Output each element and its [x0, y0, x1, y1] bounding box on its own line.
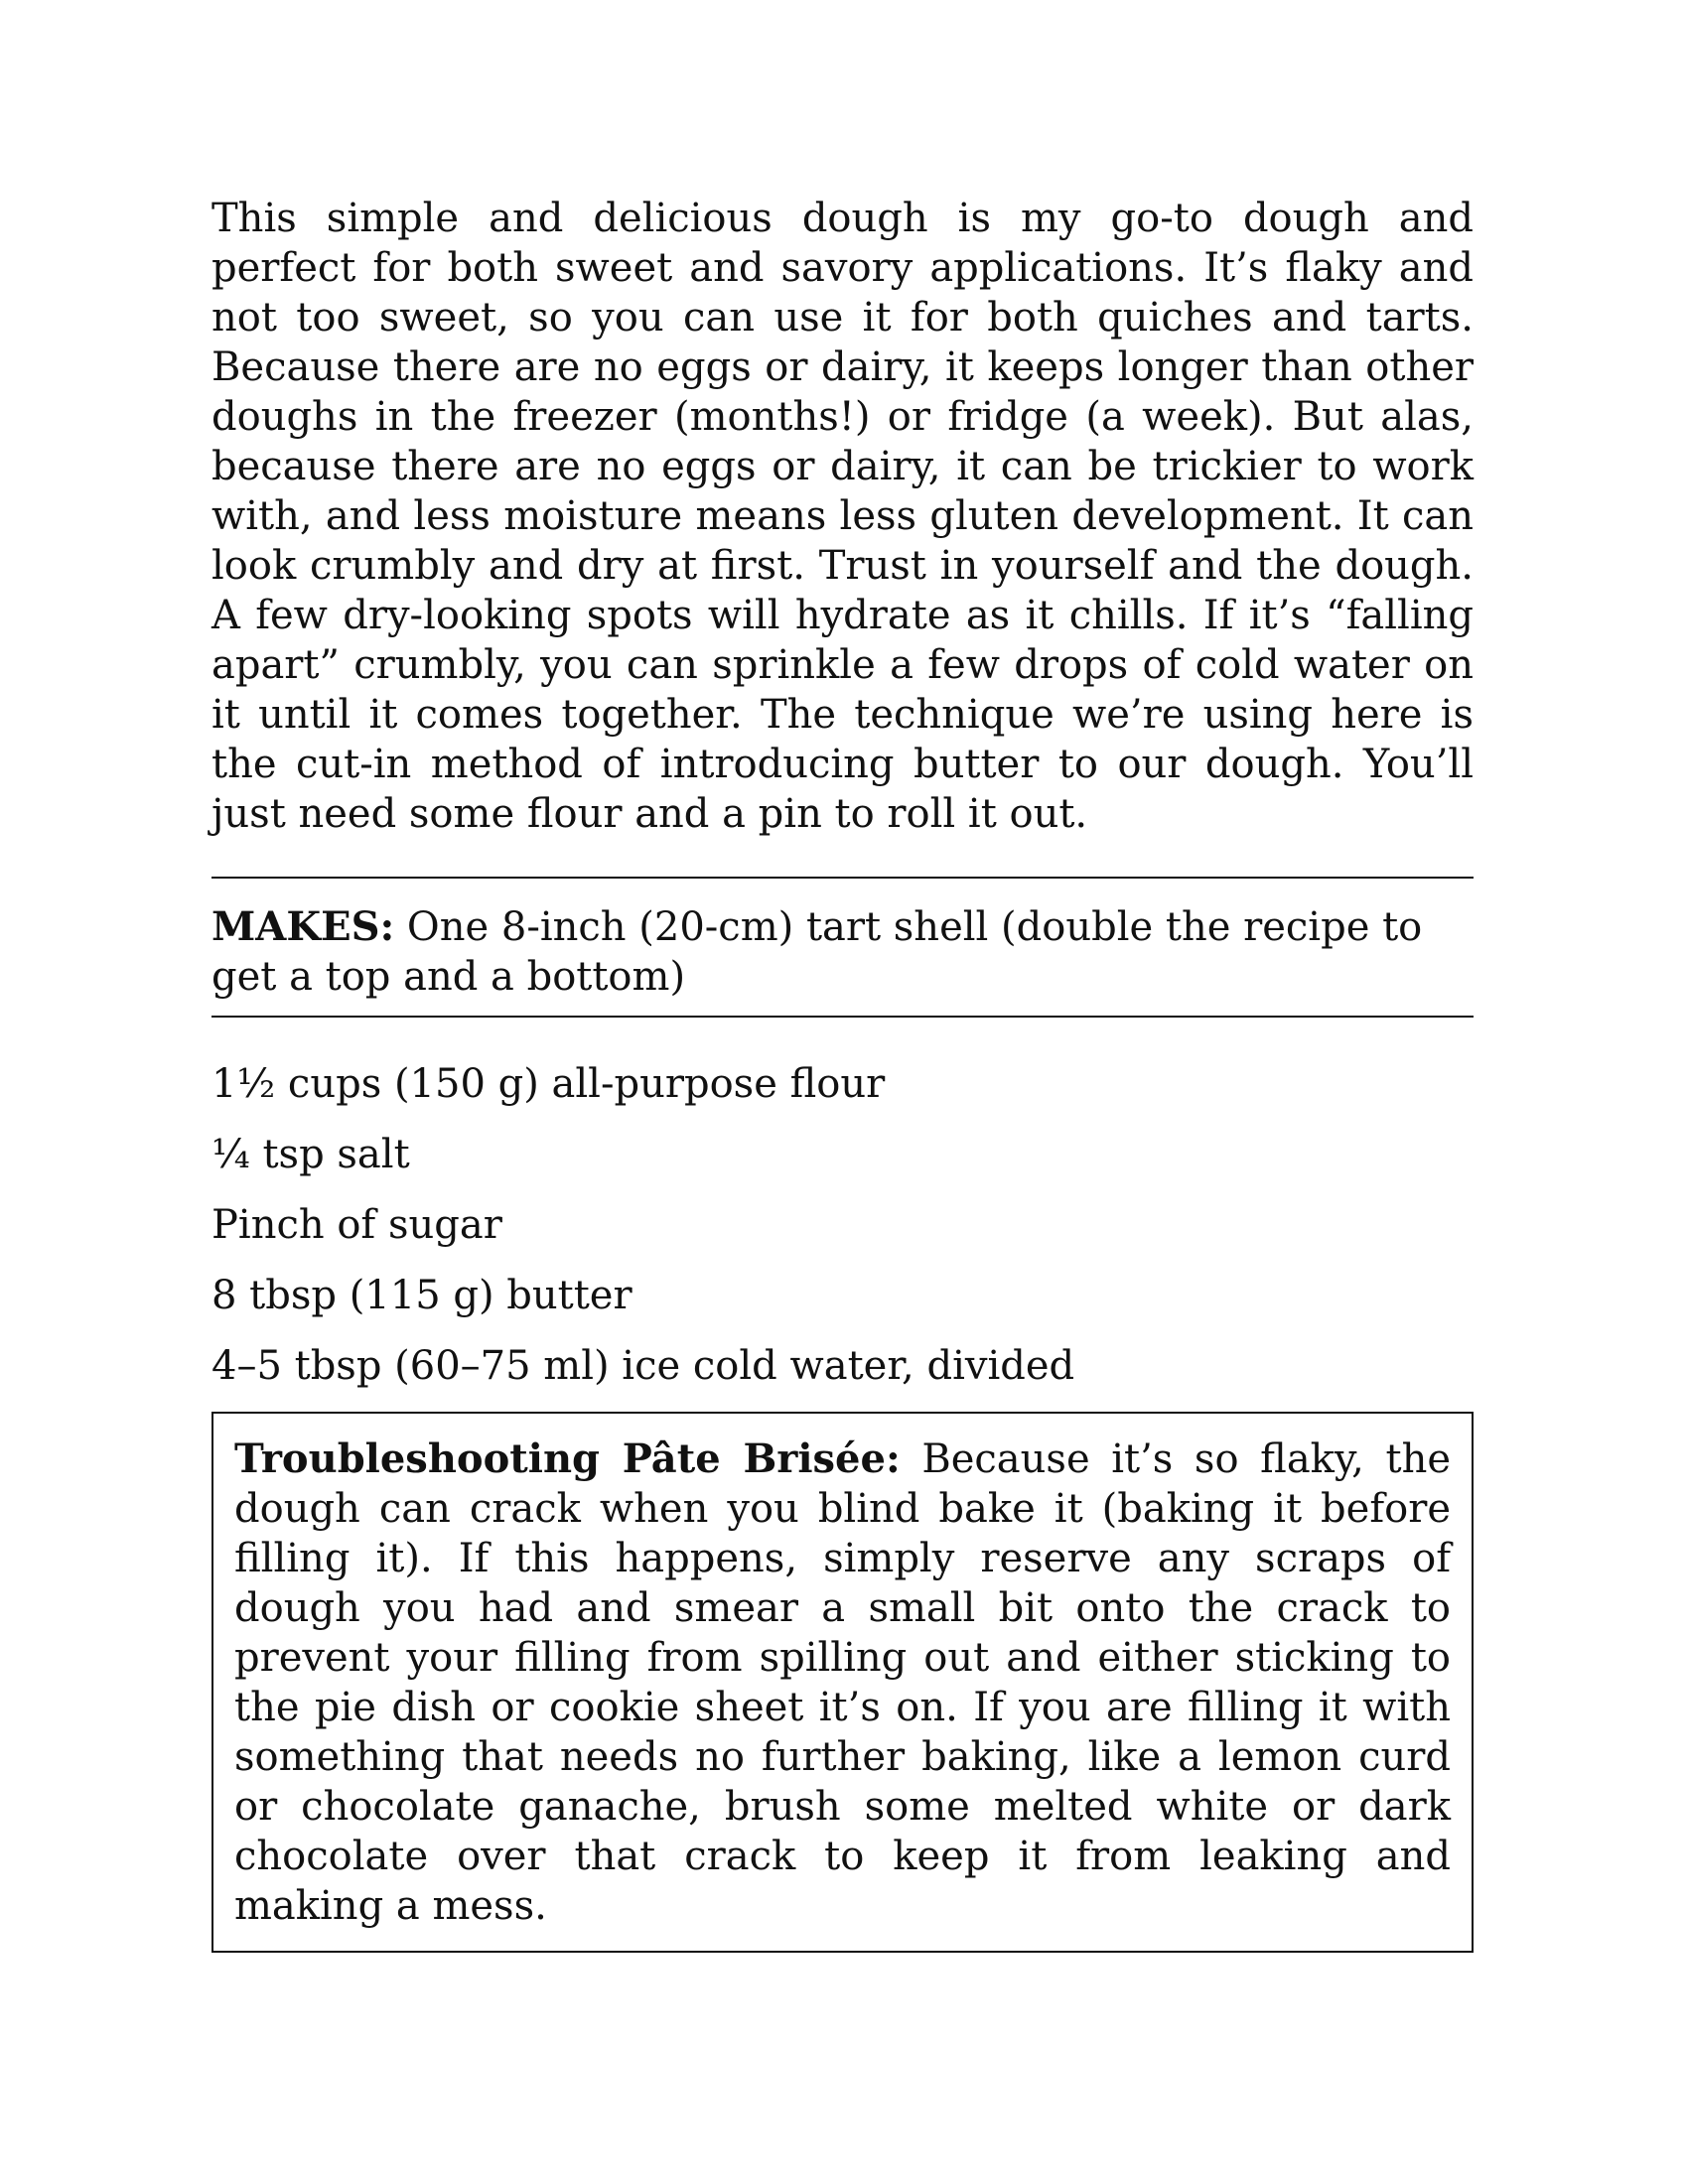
troubleshooting-label: Troubleshooting Pâte Brisée: [234, 1435, 901, 1482]
ingredient-item: 8 tbsp (115 g) butter [211, 1273, 633, 1318]
intro-paragraph: This simple and delicious dough is my go-to dough and perfect for both sweet and savory applications. It’s flaky and not too sweet, so you can use it for both quiches and tarts. Because there are no eggs or dairy, it keeps longer than other doughs in the freezer (months!) or fridge (a week). But alas, because there are no eggs or dairy, it can be trickier to work with, and less moisture means less gluten development. It can look crumbly and dry at first. Trust in yourself and the dough. A few dry-looking spots will hydrate as it chills. If it’s “falling apart” crumbly, you can sprinkle a few drops of cold water on it until it comes together. The technique we’re using here is the cut-in method of introducing butter to our dough. You’ll just need some flour and a pin to roll it out. [211, 196, 1474, 837]
yield-label: MAKES: [211, 903, 395, 950]
yield-bottom-divider [211, 1016, 1474, 1018]
troubleshooting-text [234, 1434, 1451, 1931]
ingredient-item: Pinch of sugar [211, 1202, 502, 1248]
troubleshooting-body: Because it’s so flaky, the dough can crack when you blind bake it (baking it before filling it). If this happens, simply reserve any scraps of dough you had and smear a small bit onto the crack to prevent your filling from spilling out and either sticking to the pie dish or cookie sheet it’s on. If you are filling it with something that needs no further baking, like a lemon curd or chocolate ganache, brush some melted white or dark chocolate over that crack to keep it from leaking and making a mess. [234, 1436, 1452, 1929]
ingredient-item: 1½ cups (150 g) all-purpose flour [211, 1061, 886, 1107]
ingredient-item: ¼ tsp salt [211, 1132, 410, 1177]
yield-line [211, 902, 1474, 1002]
yield-top-divider [211, 877, 1474, 879]
troubleshooting-box [211, 1412, 1474, 1953]
recipe-page [211, 194, 1474, 1953]
ingredient-list [211, 1059, 1474, 1391]
ingredient-item: 4–5 tbsp (60–75 ml) ice cold water, divided [211, 1343, 1075, 1389]
yield-text: One 8-inch (20-cm) tart shell (double the recipe to get a top and a bottom) [211, 904, 1423, 1000]
